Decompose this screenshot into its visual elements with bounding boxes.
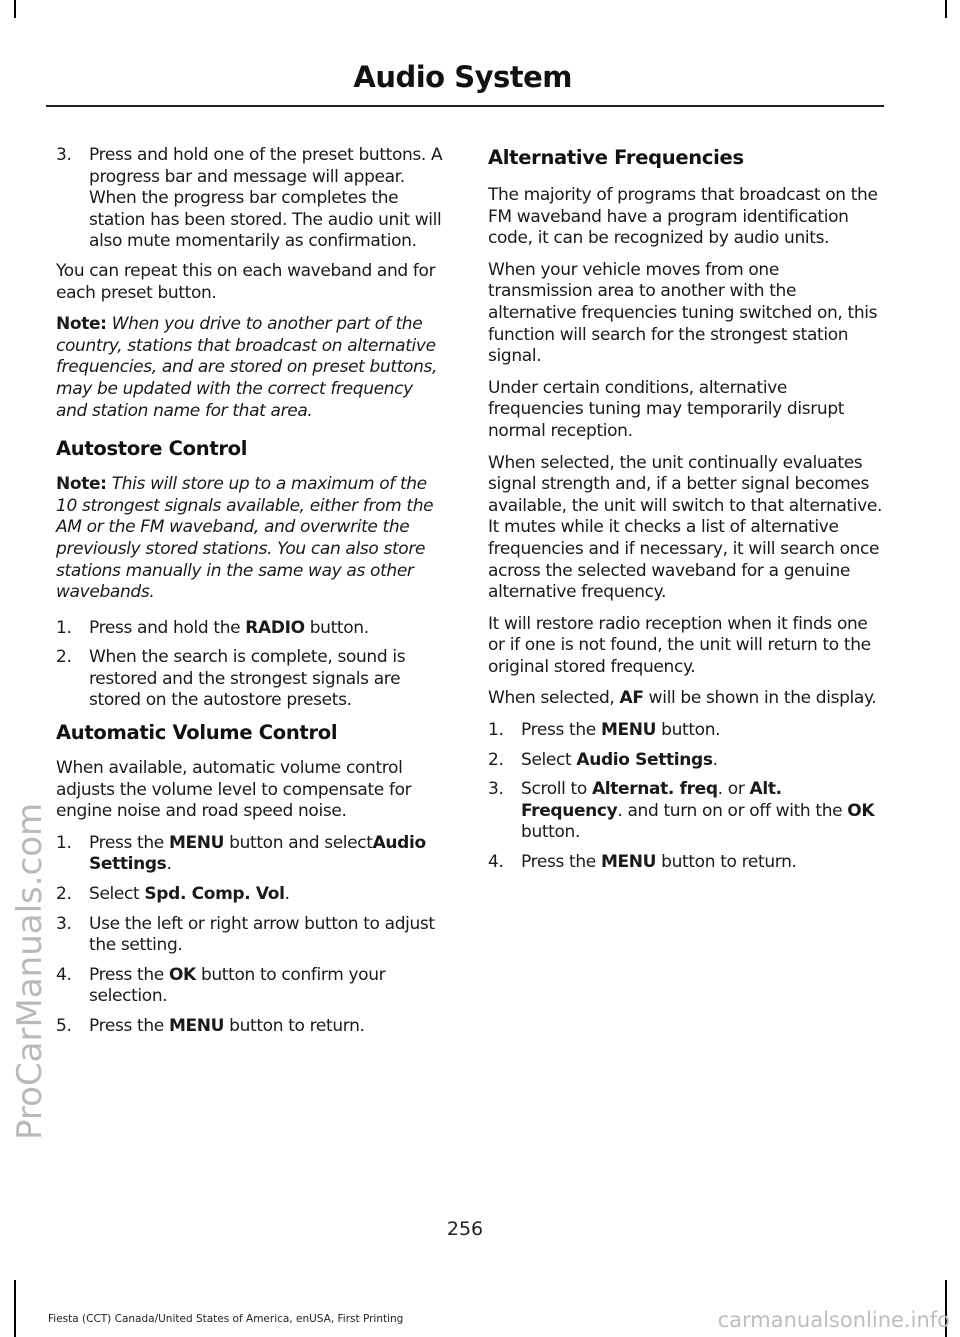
step-text: .	[284, 884, 290, 905]
af-paragraph-1: The majority of programs that broadcast on the FM waveband have a program identification code, it can be recognized by audio units.	[488, 185, 878, 249]
step-text: button.	[304, 617, 369, 638]
crop-mark-top-left	[14, 0, 16, 18]
heading-autostore-control: Autostore Control	[56, 437, 248, 461]
step-number: 2.	[56, 647, 72, 668]
step-text: button.	[521, 822, 581, 843]
note-autostore	[56, 474, 448, 604]
list-item-avc-step2	[56, 884, 448, 906]
step-text: Press the	[89, 1016, 169, 1036]
paragraph-text: When selected,	[488, 688, 620, 709]
step-text: Press the	[521, 720, 601, 741]
heading-automatic-volume-control: Automatic Volume Control	[56, 721, 338, 745]
list-item-af-step2	[488, 750, 882, 772]
step-text: Select	[89, 884, 145, 905]
step-text: button to return.	[656, 852, 797, 873]
step-text: Press the	[89, 964, 169, 985]
list-item-avc-step1	[56, 833, 448, 876]
list-item-avc-step4	[56, 965, 448, 1008]
af-paragraph-2: When your vehicle moves from one transmission area to another with the alternative frequencies tuning switched on, this function will search for the strongest station signal.	[488, 259, 878, 367]
repeat-paragraph: You can repeat this on each waveband and for each preset button.	[56, 260, 436, 303]
ok-button-label: OK	[847, 800, 875, 821]
step-number: 4.	[488, 852, 504, 873]
heading-alternative-frequencies: Alternative Frequencies	[488, 146, 744, 169]
step-text: . and turn on or off with the	[617, 800, 848, 821]
menu-button-label: MENU	[168, 832, 225, 853]
step-number: 3.	[56, 913, 72, 934]
right-column	[488, 145, 882, 882]
note-alt-frequency	[56, 314, 448, 422]
step-text: button and select	[224, 832, 373, 853]
menu-button-label: MENU	[600, 852, 657, 873]
step-text: . or	[717, 779, 750, 800]
list-item-af-step3	[488, 779, 882, 844]
crop-mark-top-right	[945, 0, 947, 18]
ok-button-label: OK	[168, 964, 196, 985]
page-header-title: Audio System	[353, 60, 572, 94]
af-paragraph-3: Under certain conditions, alternative frequencies tuning may temporarily disrupt normal reception.	[488, 377, 845, 441]
step-text: .	[712, 749, 718, 770]
step-text: Scroll to	[521, 779, 592, 800]
step-number: 1.	[488, 720, 504, 741]
menu-button-label: MENU	[168, 1016, 225, 1036]
step-text: Use the left or right arrow button to adjust the setting.	[89, 913, 435, 956]
list-item-avc-step3	[56, 914, 448, 957]
step-number: 5.	[56, 1016, 72, 1036]
note-label: Note:	[56, 474, 107, 495]
step-text: button.	[656, 720, 721, 741]
avc-intro: When available, automatic volume control adjusts the volume level to compensate for engine noise and road speed noise.	[56, 758, 412, 822]
step-number: 3.	[488, 779, 504, 800]
alt-frequency-label: Alt. Frequency	[521, 779, 782, 821]
af-paragraph-5: It will restore radio reception when it finds one or if one is not found, the unit will return to the original stored frequency.	[488, 613, 871, 677]
note-text: This will store up to a maximum of the 10 strongest signals available, either from the AM or the FM waveband, and overwrite the previously stored stations. You can also store stations manually in the same way as other wavebands.	[56, 474, 434, 603]
footer-publication-info: Fiesta (CCT) Canada/United States of America, enUSA, First Printing	[48, 1313, 404, 1325]
crop-mark-bottom-left	[14, 1280, 16, 1337]
list-item-preset-step3	[56, 145, 448, 253]
step-text: Press and hold one of the preset buttons. A progress bar and message will appear. When the progress bar completes the station has been stored. The audio unit will also mute momentarily as confirmation.	[89, 145, 443, 252]
step-text: Press and hold the	[89, 617, 246, 638]
note-label: Note:	[56, 314, 107, 335]
step-number: 1.	[56, 617, 72, 638]
step-number: 2.	[488, 749, 504, 770]
step-text: Select	[521, 749, 577, 770]
step-number: 4.	[56, 964, 72, 985]
note-text: When you drive to another part of the country, stations that broadcast on alternative frequencies, and are stored on preset buttons, may be updated with the correct frequency and station name for that area.	[56, 314, 438, 421]
header-divider	[46, 105, 884, 107]
list-item-af-step1	[488, 720, 882, 742]
audio-settings-label: Audio Settings	[89, 832, 426, 875]
alternat-freq-label: Alternat. freq	[591, 779, 718, 800]
audio-settings-label: Audio Settings	[576, 749, 713, 770]
list-item-af-step4	[488, 852, 882, 874]
site-watermark: carmanualsonline.info	[717, 1308, 950, 1332]
step-text: When the search is complete, sound is restored and the strongest signals are stored on the autostore presets.	[89, 647, 406, 711]
list-item-autostore-step1	[56, 618, 448, 640]
left-column	[56, 145, 448, 1046]
page-number: 256	[446, 1218, 484, 1240]
step-number: 3.	[56, 145, 72, 165]
step-number: 2.	[56, 884, 72, 905]
radio-button-label: RADIO	[245, 617, 305, 638]
af-paragraph-4: When selected, the unit continually evaluates signal strength and, if a better signal becomes available, the unit will switch to that alternative. It mutes while it checks a list of alternative frequencies and if necessary, it will search once across the selected waveband for a genuine alternative frequency.	[488, 452, 882, 603]
step-text: Press the	[521, 852, 601, 873]
spd-comp-vol-label: Spd. Comp. Vol	[144, 884, 285, 905]
step-text: .	[166, 854, 172, 875]
menu-button-label: MENU	[600, 720, 657, 741]
step-text: button to return.	[224, 1016, 365, 1036]
paragraph-text: will be shown in the display.	[643, 688, 877, 709]
list-item-autostore-step2	[56, 647, 448, 712]
af-paragraph-6	[488, 688, 882, 710]
af-indicator-label: AF	[619, 688, 644, 709]
step-number: 1.	[56, 832, 72, 853]
step-text: Press the	[89, 832, 169, 853]
watermark-procarmanuals: ProCarManuals.com	[10, 802, 50, 1140]
step-text: button to confirm your selection.	[89, 964, 386, 1007]
list-item-avc-step5	[56, 1016, 448, 1038]
